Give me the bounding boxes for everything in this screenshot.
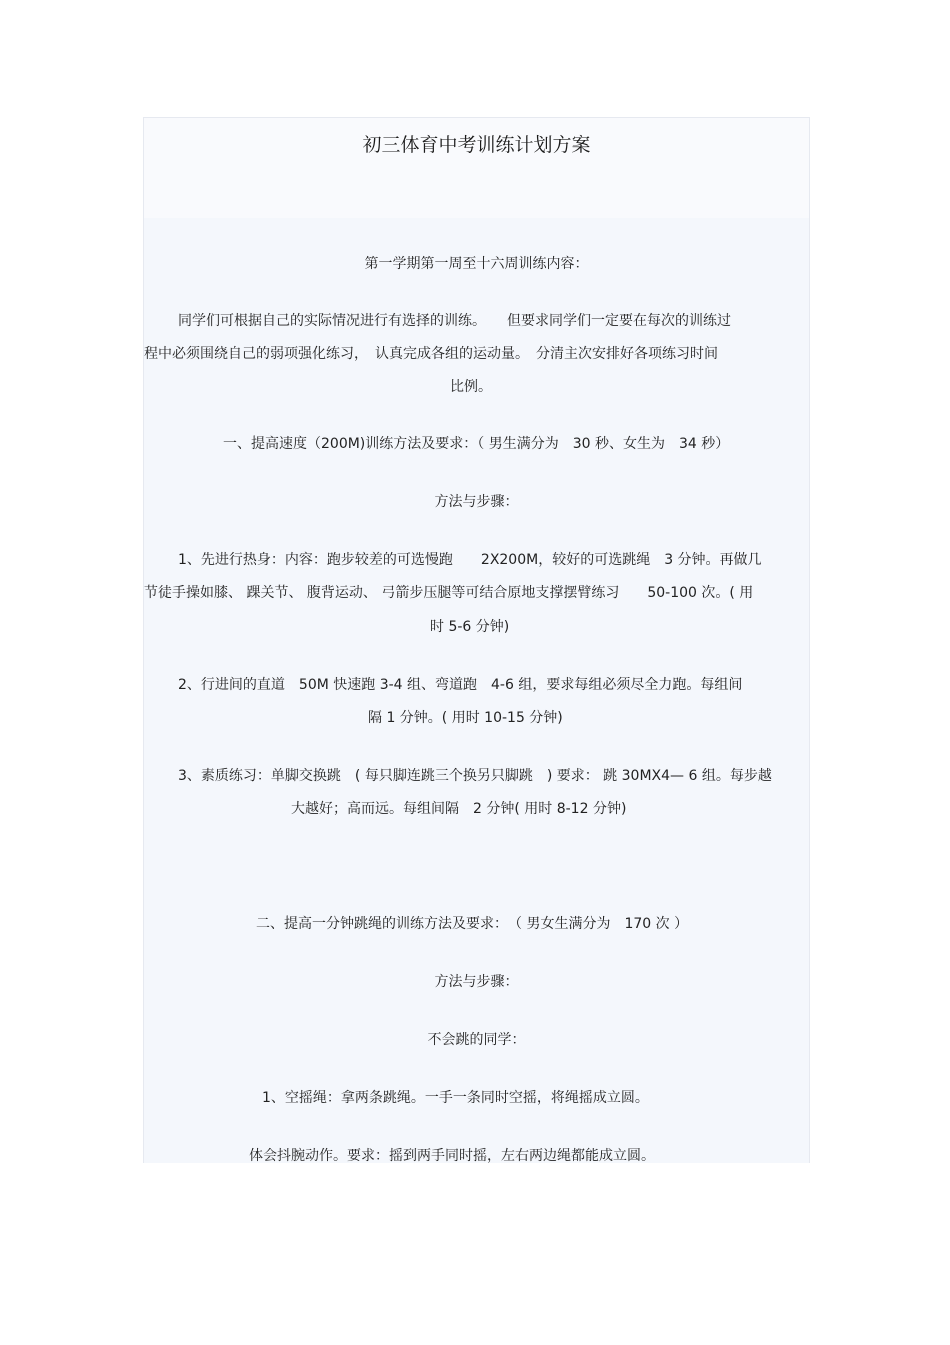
section1-step2-line-1: 2、行进间的直道 50M 快速跑 3-4 组、弯道跑 4-6 组，要求每组必须尽全力跑。每组间 <box>178 677 743 693</box>
intro-line-3: 比例。 <box>450 379 492 395</box>
page-title: 初三体育中考训练计划方案 <box>362 134 591 156</box>
section2-sub-label: 不会跳的同学： <box>427 1032 526 1048</box>
semester-heading: 第一学期第一周至十六周训练内容： <box>364 256 589 272</box>
section2-heading: 二、提高一分钟跳绳的训练方法及要求： （ 男女生满分为 170 次 ） <box>256 916 689 932</box>
section1-step1-line-2: 节徒手操如膝、 踝关节、 腹背运动、 弓箭步压腿等可结合原地支撑摆臂练习 50-100 次。( 用 <box>144 585 754 601</box>
section1-step1-line-1: 1、先进行热身：内容：跑步较差的可选慢跑 2X200M，较好的可选跳绳 3 分钟。再做几 <box>178 552 762 568</box>
section1-step2-line-2: 隔 1 分钟。( 用时 10-15 分钟) <box>368 710 563 726</box>
section1-step3-line-1: 3、素质练习：单脚交换跳 ( 每只脚连跳三个换另只脚跳 ) 要求： 跳 30MX4— 6 组。每步越 <box>178 768 772 784</box>
section1-step3-line-2: 大越好；高而远。每组间隔 2 分钟( 用时 8-12 分钟) <box>291 801 627 817</box>
section2-step1-note: 体会抖腕动作。要求：摇到两手同时摇，左右两边绳都能成立圆。 <box>249 1148 655 1163</box>
intro-line-2: 程中必须围绕自己的弱项强化练习， 认真完成各组的运动量。 分清主次安排好各项练习时间 <box>144 346 718 362</box>
section1-heading: 一、提高速度（200M)训练方法及要求：（ 男生满分为 30 秒、女生为 34 秒） <box>223 436 730 452</box>
section2-step1: 1、空摇绳：拿两条跳绳。一手一条同时空摇，将绳摇成立圆。 <box>262 1090 649 1106</box>
intro-line-1: 同学们可根据自己的实际情况进行有选择的训练。 但要求同学们一定要在每次的训练过 <box>178 313 731 329</box>
section2-method-label: 方法与步骤： <box>434 974 519 990</box>
section1-step1-line-3: 时 5-6 分钟) <box>430 619 510 635</box>
document-page <box>143 117 810 1163</box>
section1-method-label: 方法与步骤： <box>434 494 519 510</box>
